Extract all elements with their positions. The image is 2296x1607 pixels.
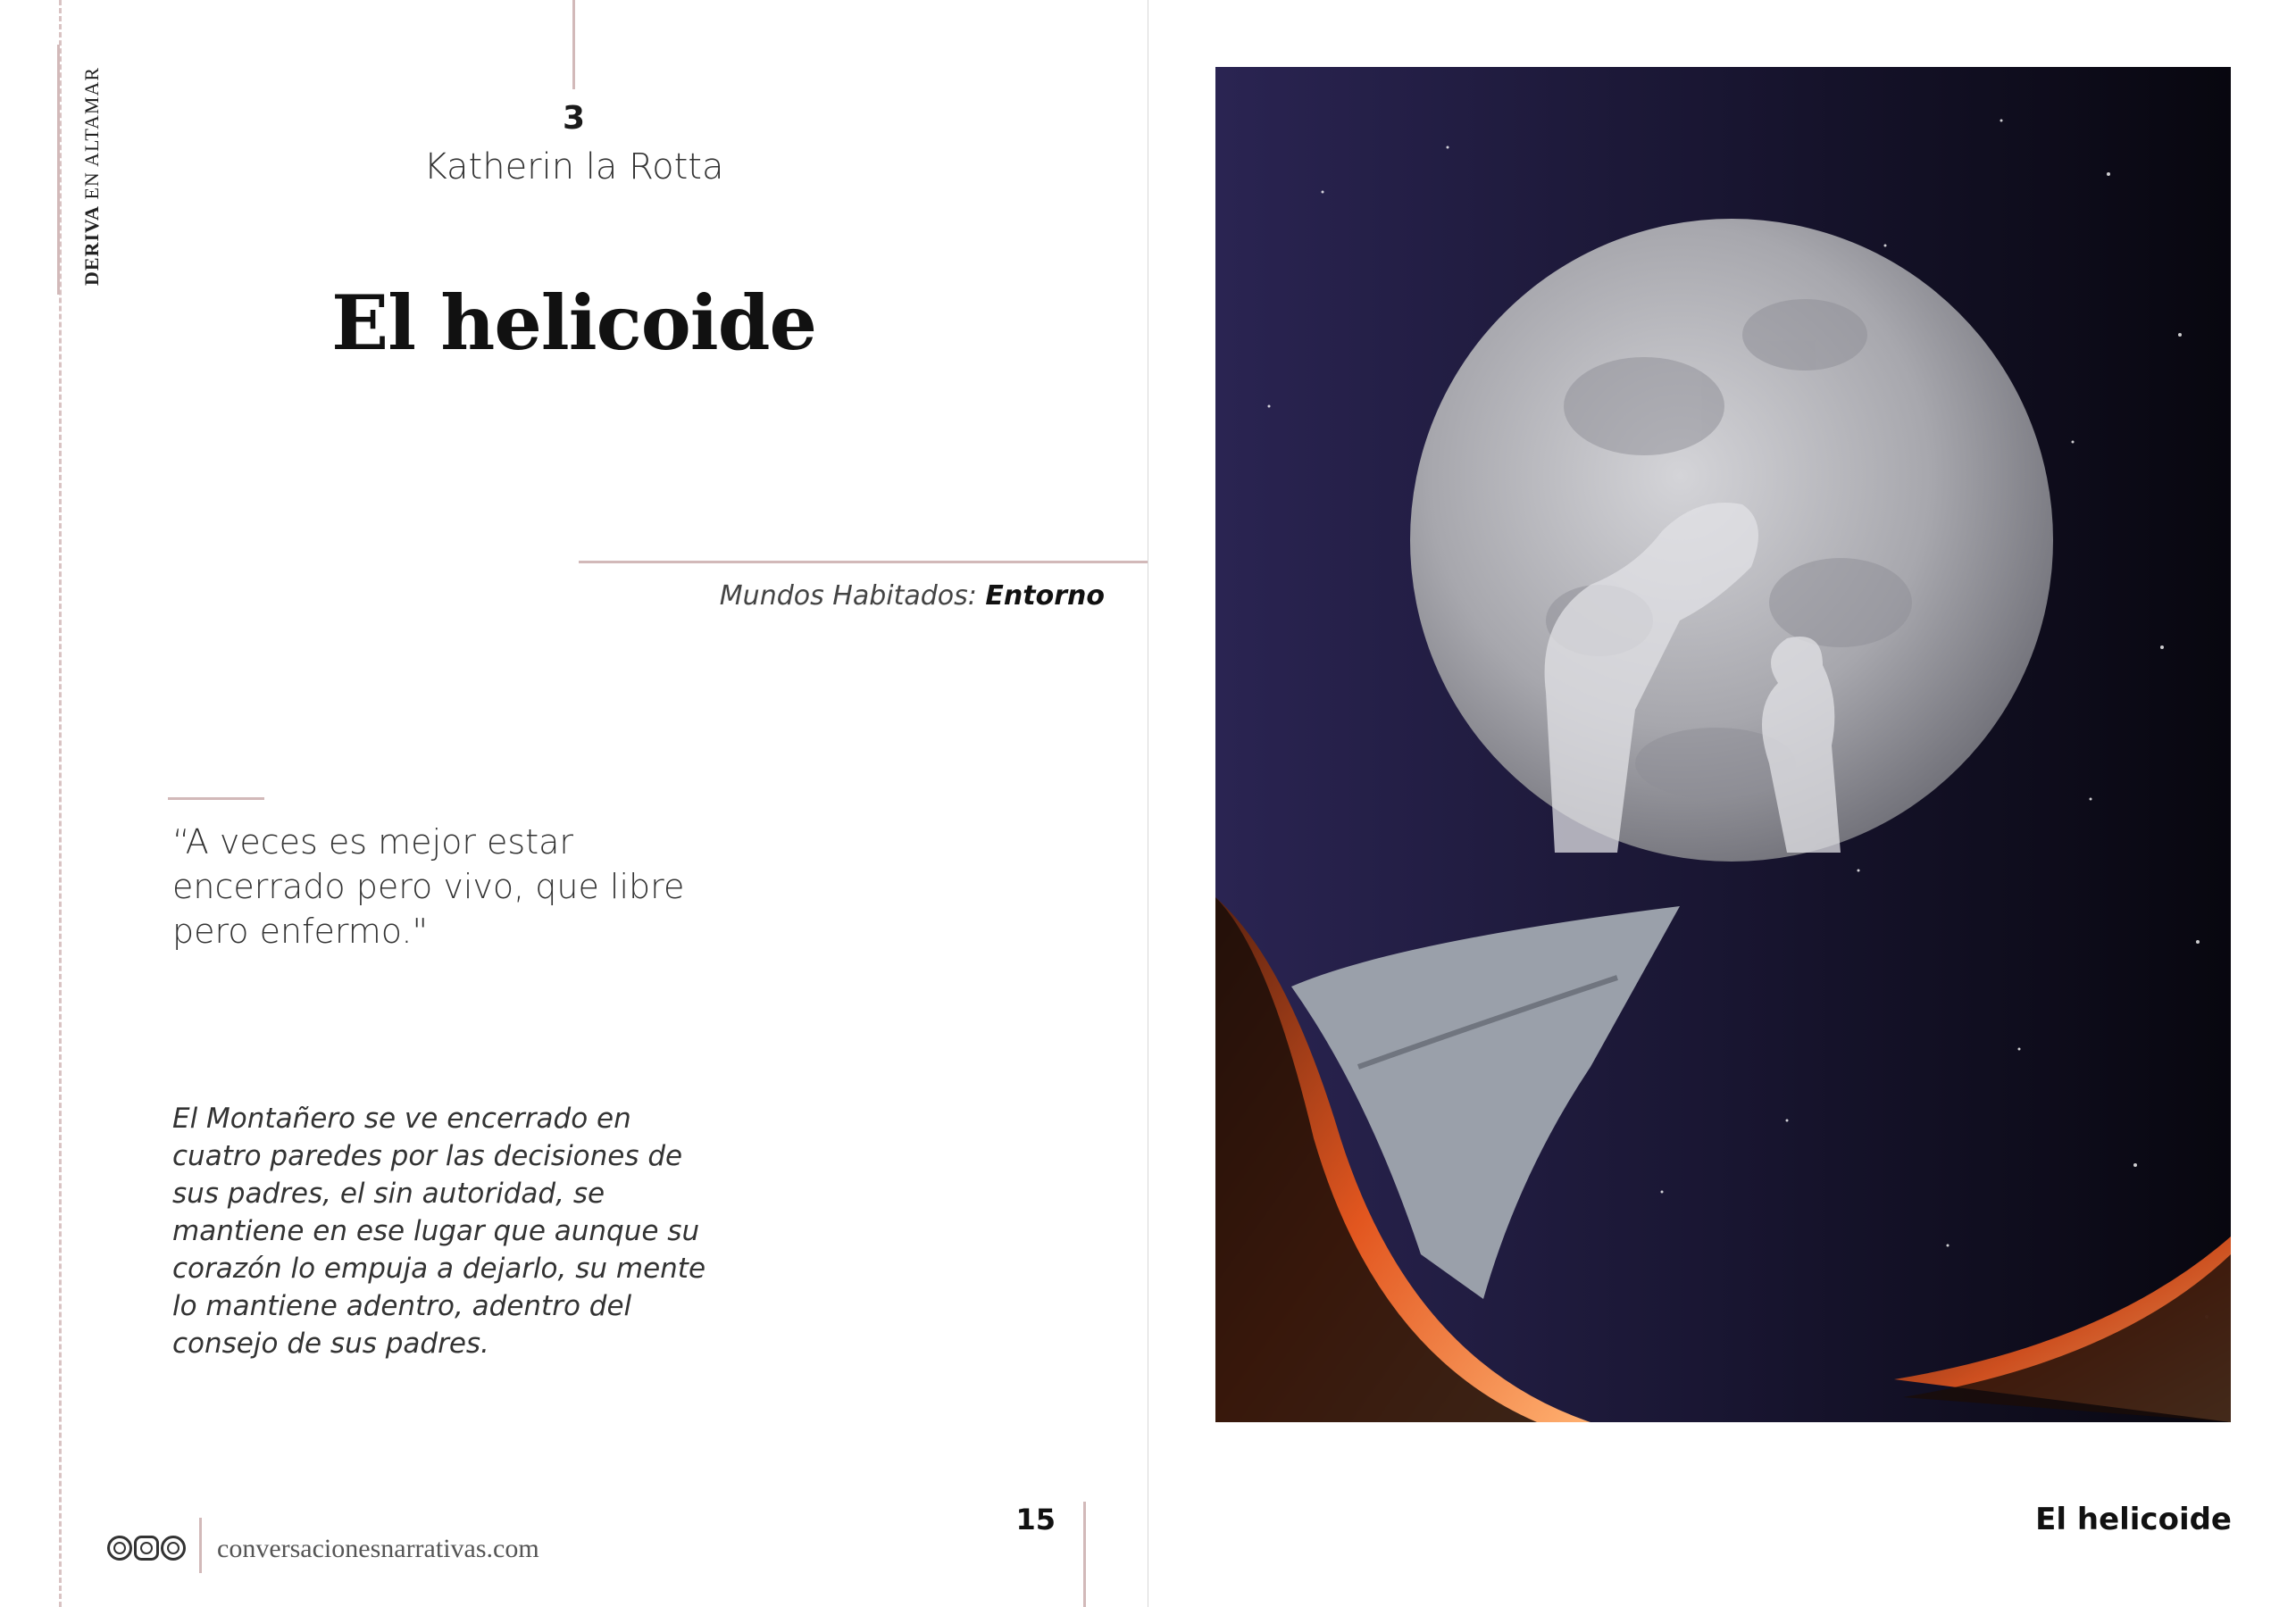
- worlds-line: [720, 580, 1105, 612]
- quote-rule: [168, 797, 264, 800]
- story-title: El helicoide: [331, 279, 816, 367]
- running-title: El helicoide: [2035, 1502, 2232, 1537]
- story-summary: El Montañero se ve encerrado en cuatro paredes por las decisiones de sus padres, el sin autoridad, se mantiene en ese lugar que aunque su corazón lo empuja a dejarlo, su mente lo mantiene adentro, adentro del consejo de sus padres.: [172, 1103, 706, 1360]
- logo-hex-icon: [134, 1536, 159, 1561]
- right-page: [1148, 0, 2296, 1607]
- moon-airplane-illustration: [1215, 67, 2231, 1422]
- worlds-label: Mundos Habitados:: [719, 580, 986, 612]
- worlds-category: Entorno: [985, 580, 1105, 612]
- section-divider: [579, 561, 1148, 563]
- top-divider: [572, 0, 575, 89]
- footer-divider: [199, 1518, 202, 1573]
- logo-ring-icon: [107, 1536, 132, 1561]
- publisher-logo: [107, 1536, 186, 1561]
- page-number-divider: [1083, 1502, 1086, 1607]
- story-number: 3: [562, 100, 586, 137]
- logo-ring-icon: [161, 1536, 186, 1561]
- author-name: Katherin la Rotta: [423, 146, 724, 187]
- site-link[interactable]: conversacionesnarrativas.com: [217, 1534, 539, 1563]
- spine-label-strong: DERIVA: [80, 205, 103, 286]
- pull-quote: “A veces es mejor estar encerrado pero vivo, que libre pero enfermo.": [172, 822, 685, 951]
- page-number: 15: [1015, 1503, 1056, 1536]
- spine-label-rest: EN ALTAMAR: [80, 66, 103, 206]
